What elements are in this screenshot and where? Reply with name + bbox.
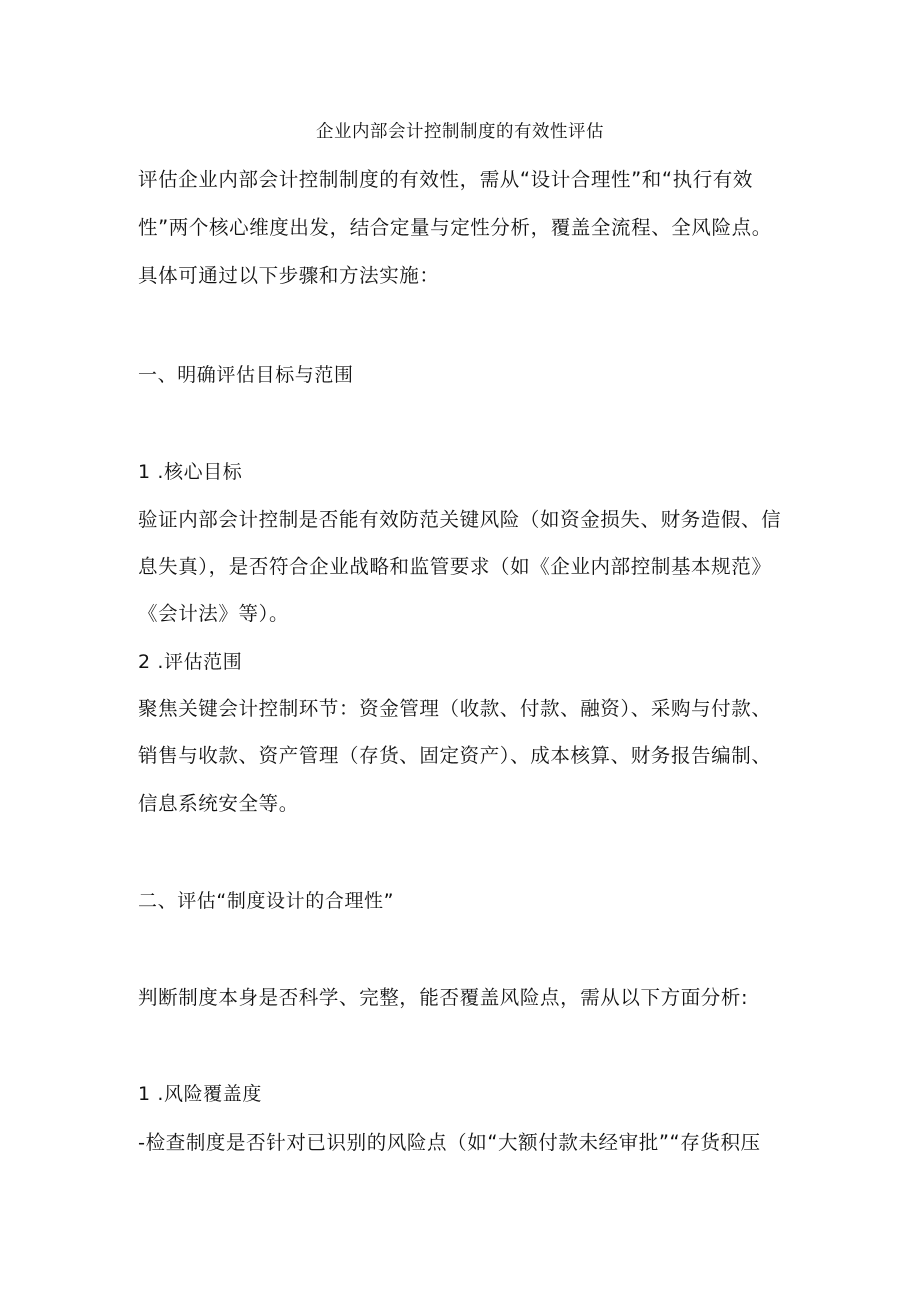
section-2-heading: 二、评估“制度设计的合理性” [138, 890, 395, 912]
section-1-item-1-line-3: 《会计法》等）。 [138, 602, 290, 625]
page-title: 企业内部会计控制制度的有效性评估 [316, 122, 604, 142]
intro-line-3: 具体可通过以下步骤和方法实施： [138, 264, 440, 287]
section-1-item-2-line-3: 信息系统安全等。 [138, 792, 299, 815]
section-1-item-1-line-2: 息失真），是否符合企业战略和监管要求（如《企业内部控制基本规范》 [138, 555, 772, 578]
section-2-intro: 判断制度本身是否科学、完整，能否覆盖风险点，需从以下方面分析: [138, 986, 749, 1009]
section-1-heading: 一、明确评估目标与范围 [138, 364, 354, 386]
section-1-item-1-heading: 1 .核心目标 [138, 461, 243, 483]
section-2-item-1-heading: 1 .风险覆盖度 [138, 1083, 262, 1105]
intro-line-2: 性”两个核心维度出发，结合定量与定性分析，覆盖全流程、全风险点。 [138, 216, 772, 239]
section-1-item-1-line-1: 验证内部会计控制是否能有效防范关键风险（如资金损失、财务造假、信 [138, 508, 782, 531]
section-1-item-2-heading: 2 .评估范围 [138, 651, 243, 673]
section-1-item-2-line-1: 聚焦关键会计控制环节：资金管理（收款、付款、融资）、采购与付款、 [138, 697, 772, 720]
intro-line-1: 评估企业内部会计控制制度的有效性，需从“设计合理性”和“执行有效 [138, 168, 754, 191]
section-1-item-2-line-2: 销售与收款、资产管理（存货、固定资产）、成本核算、财务报告编制、 [138, 744, 772, 767]
section-2-item-1-line-1: -检查制度是否针对已识别的风险点（如“大额付款未经审批”“存货积压 [138, 1131, 761, 1154]
